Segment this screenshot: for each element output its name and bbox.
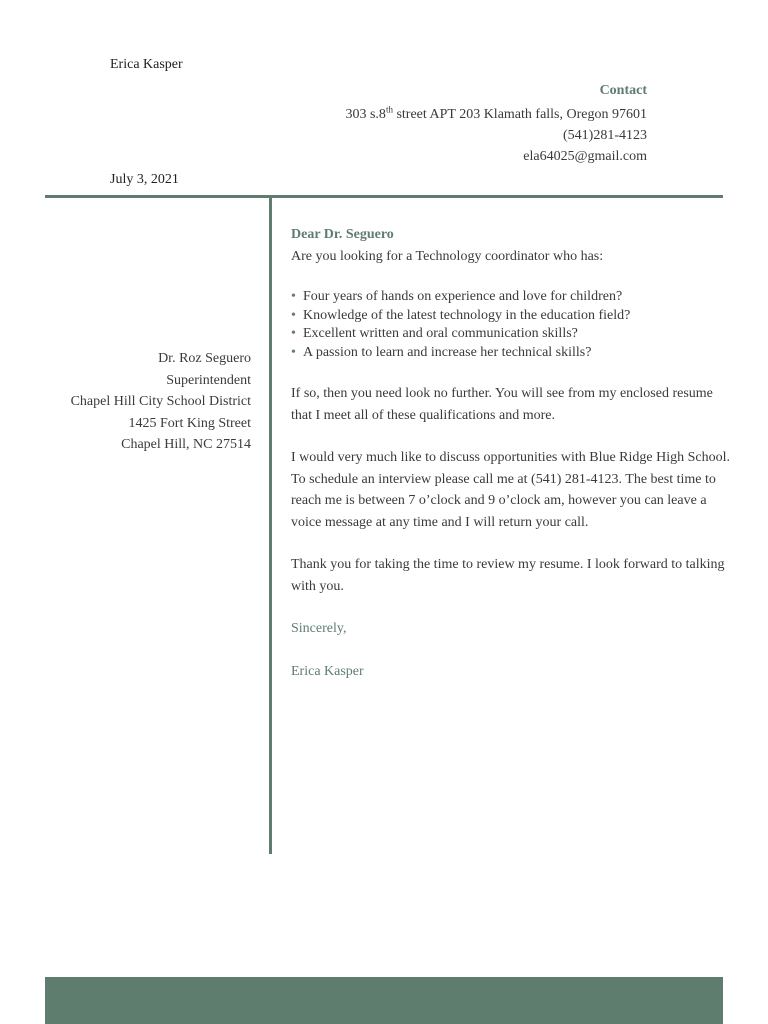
- body-paragraph-1: If so, then you need look no further. You will see from my enclosed resume that I meet all of these qualifications and more.: [291, 386, 713, 423]
- recipient-city: Chapel Hill, NC 27514: [121, 437, 251, 452]
- qualification-list: [291, 288, 731, 362]
- body-paragraph-2: I would very much like to discuss opportunities with Blue Ridge High School. To schedule an interview please call me at (541) 281-4123. The best time to reach me is between 7 o’clock and 9 o’clock am, however you can leave a voice message at any time and I will return your call.: [291, 450, 731, 530]
- recipient-block: [71, 348, 251, 456]
- letter-body: [291, 224, 731, 682]
- horizontal-divider: [45, 195, 723, 198]
- contact-block: [345, 80, 647, 167]
- closing: Sincerely,: [291, 621, 347, 636]
- recipient-street: 1425 Fort King Street: [128, 415, 251, 431]
- list-item: • Excellent written and oral communication skills?: [291, 325, 731, 344]
- salutation: Dear Dr. Seguero: [291, 227, 394, 242]
- recipient-organization: Chapel Hill City School District: [70, 394, 251, 409]
- vertical-divider: [269, 198, 272, 854]
- intro-paragraph: Are you looking for a Technology coordinator who has:: [291, 248, 604, 264]
- list-item: • Four years of hands on experience and love for children?: [291, 288, 731, 307]
- address-ordinal: th: [385, 104, 393, 115]
- body-paragraph-3: Thank you for taking the time to review my resume. I look forward to talking with you.: [291, 557, 725, 594]
- sender-name: Erica Kasper: [110, 57, 183, 72]
- signature: Erica Kasper: [291, 663, 364, 679]
- address-suffix: street APT 203 Klamath falls, Oregon 97601: [392, 107, 647, 122]
- footer-bar: [45, 977, 723, 1024]
- recipient-title: Superintendent: [166, 372, 251, 388]
- letter-date: July 3, 2021: [110, 172, 179, 187]
- list-item: • Knowledge of the latest technology in the education field?: [291, 307, 731, 326]
- contact-email: ela64025@gmail.com: [523, 149, 647, 164]
- contact-address: [345, 104, 647, 125]
- contact-phone: (541)281-4123: [563, 128, 647, 143]
- recipient-name: Dr. Roz Seguero: [158, 351, 251, 366]
- contact-heading: Contact: [599, 83, 647, 98]
- address-prefix: 303 s.8: [345, 107, 386, 122]
- list-item: • A passion to learn and increase her technical skills?: [291, 344, 731, 363]
